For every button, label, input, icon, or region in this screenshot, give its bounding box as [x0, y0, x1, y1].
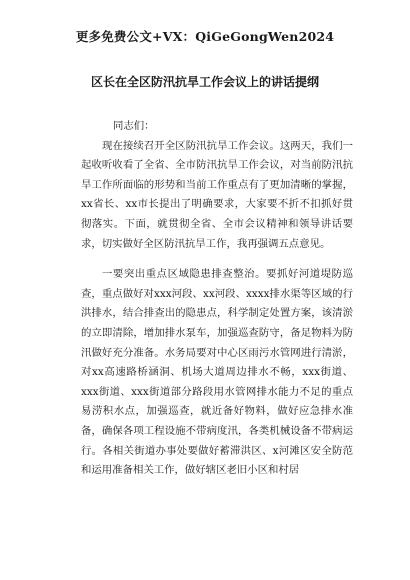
document-title: 区长在全区防汛抗旱工作会议上的讲话提纲 [90, 75, 319, 89]
body-paragraph: 一要突出重点区域隐患排查整治。要抓好河道堤防巡查，重点做好对xxx河段、xx河段、xxxx排水渠等区域的行洪排水，结合排查出的隐患点，科学制定处置方案，该清淤的立即清除，增加排水泵车，加强巡查防守，备足物料为防汛做好充分准备。水务局要对中心区雨污水管网进行清淤，对xx高速路桥涵洞、机场大道周边排水不畅，xxx街道、xxx街道、xxx街道部分路段用水管网排水能力不足的重点易涝积水点，加强巡查，就近备好物料，做好应急排水准备，确保各项工程设施不带病度汛，各类机械设备不带病运行。各相关街道办事处要做好蓄滞洪区、x河滩区安全防范和运用准备相关工作，做好辖区老旧小区和村居 [81, 268, 353, 477]
body-paragraph: 现在接续召开全区防汛抗旱工作会议。这两天，我们一起收听收看了全省、全市防汛抗旱工作会议，对当前防汛抗旱工作所面临的形势和当前工作重点有了更加清晰的掌握，xx省长、xx市长提出了明确要求，大家要不折不扣抓好贯彻落实。下面，就贯彻全省、全市会议精神和领导讲话要求，切实做好全区防汛抗旱工作，我再强调五点意见。 [81, 139, 353, 250]
salutation: 同志们： [113, 120, 155, 132]
promo-header: 更多免费公文+VX：QiGeGongWen2024 [75, 29, 335, 44]
document-body [81, 117, 353, 481]
